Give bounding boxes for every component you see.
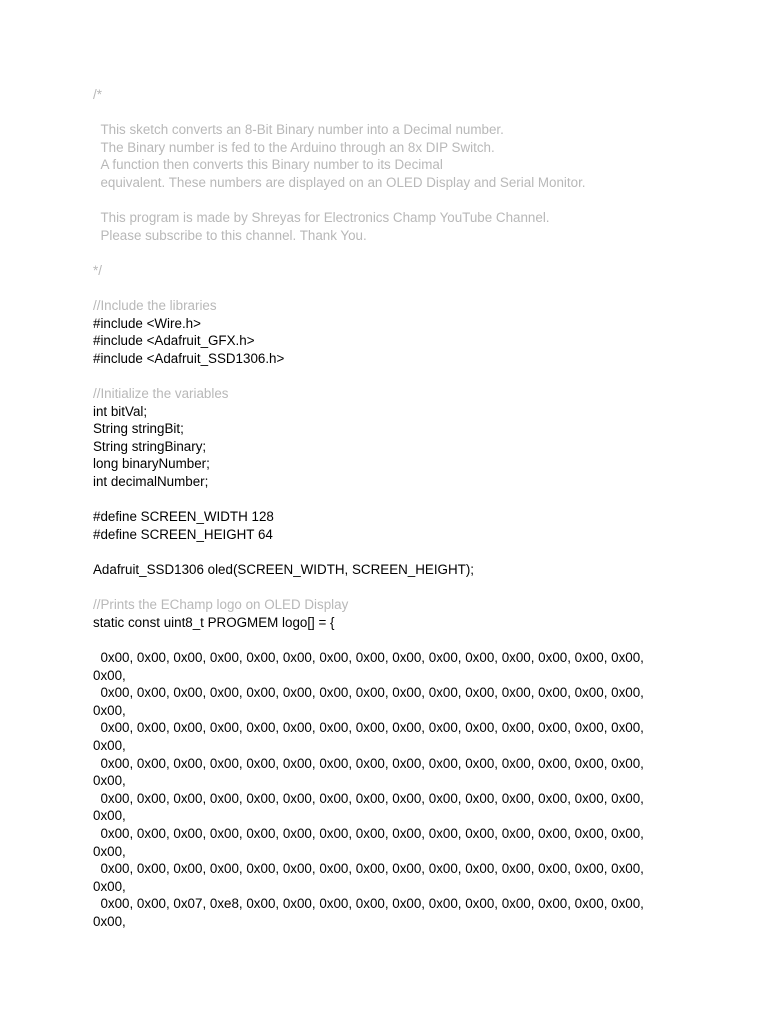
header-comment-line: This sketch converts an 8-Bit Binary number into a Decimal number. <box>93 122 504 138</box>
header-comment-line: The Binary number is fed to the Arduino through an 8x DIP Switch. <box>93 139 495 155</box>
include-line: #include <Adafruit_SSD1306.h> <box>93 350 285 366</box>
blank-line <box>93 543 653 561</box>
include-line: #include <Wire.h> <box>93 315 201 331</box>
header-comment-open: /* <box>93 87 102 102</box>
blank-line <box>93 192 653 210</box>
header-comment-line: This program is made by Shreyas for Electronics Champ YouTube Channel. <box>93 210 550 226</box>
blank-line <box>93 104 653 122</box>
logo-array-row: 0x00, 0x00, 0x00, 0x00, 0x00, 0x00, 0x00, 0x00, 0x00, 0x00, 0x00, 0x00, 0x00, 0x00, 0x00, 0x00, <box>93 650 648 683</box>
variable-line: int bitVal; <box>93 403 148 419</box>
logo-comment: //Prints the EChamp logo on OLED Display <box>93 597 349 613</box>
header-comment-line: Please subscribe to this channel. Thank You. <box>93 227 367 243</box>
includes-comment: //Include the libraries <box>93 298 217 314</box>
logo-array-row: 0x00, 0x00, 0x00, 0x00, 0x00, 0x00, 0x00, 0x00, 0x00, 0x00, 0x00, 0x00, 0x00, 0x00, 0x00, 0x00, <box>93 790 648 824</box>
variables-comment: //Initialize the variables <box>93 386 229 402</box>
logo-array-row: 0x00, 0x00, 0x00, 0x00, 0x00, 0x00, 0x00, 0x00, 0x00, 0x00, 0x00, 0x00, 0x00, 0x00, 0x00, 0x00, <box>93 861 648 894</box>
logo-array-row: 0x00, 0x00, 0x00, 0x00, 0x00, 0x00, 0x00, 0x00, 0x00, 0x00, 0x00, 0x00, 0x00, 0x00, 0x00, 0x00, <box>93 685 648 718</box>
define-line: #define SCREEN_WIDTH 128 <box>93 509 274 525</box>
blank-line <box>93 631 653 649</box>
blank-line <box>93 368 653 386</box>
logo-declaration: static const uint8_t PROGMEM logo[] = { <box>93 614 335 630</box>
blank-line <box>93 244 653 262</box>
blank-line <box>93 579 653 597</box>
include-line: #include <Adafruit_GFX.h> <box>93 333 255 349</box>
blank-line <box>93 280 653 298</box>
variable-line: String stringBit; <box>93 421 184 437</box>
define-line: #define SCREEN_HEIGHT 64 <box>93 526 273 542</box>
oled-declaration: Adafruit_SSD1306 oled(SCREEN_WIDTH, SCREEN_HEIGHT); <box>93 562 475 578</box>
code-document <box>93 86 653 931</box>
header-comment-line: equivalent. These numbers are displayed on an OLED Display and Serial Monitor. <box>93 174 586 190</box>
variable-line: long binaryNumber; <box>93 456 210 472</box>
variable-line: String stringBinary; <box>93 438 207 454</box>
blank-line <box>93 491 653 509</box>
header-comment-close: */ <box>93 262 102 278</box>
logo-array-row: 0x00, 0x00, 0x00, 0x00, 0x00, 0x00, 0x00, 0x00, 0x00, 0x00, 0x00, 0x00, 0x00, 0x00, 0x00, 0x00, <box>93 720 648 753</box>
header-comment-line: A function then converts this Binary number to its Decimal <box>93 157 443 173</box>
logo-array-row: 0x00, 0x00, 0x07, 0xe8, 0x00, 0x00, 0x00, 0x00, 0x00, 0x00, 0x00, 0x00, 0x00, 0x00, 0x00, 0x00, <box>93 896 648 929</box>
logo-array-row: 0x00, 0x00, 0x00, 0x00, 0x00, 0x00, 0x00, 0x00, 0x00, 0x00, 0x00, 0x00, 0x00, 0x00, 0x00, 0x00, <box>93 825 648 859</box>
logo-array-row: 0x00, 0x00, 0x00, 0x00, 0x00, 0x00, 0x00, 0x00, 0x00, 0x00, 0x00, 0x00, 0x00, 0x00, 0x00, 0x00, <box>93 755 648 789</box>
variable-line: int decimalNumber; <box>93 474 209 490</box>
